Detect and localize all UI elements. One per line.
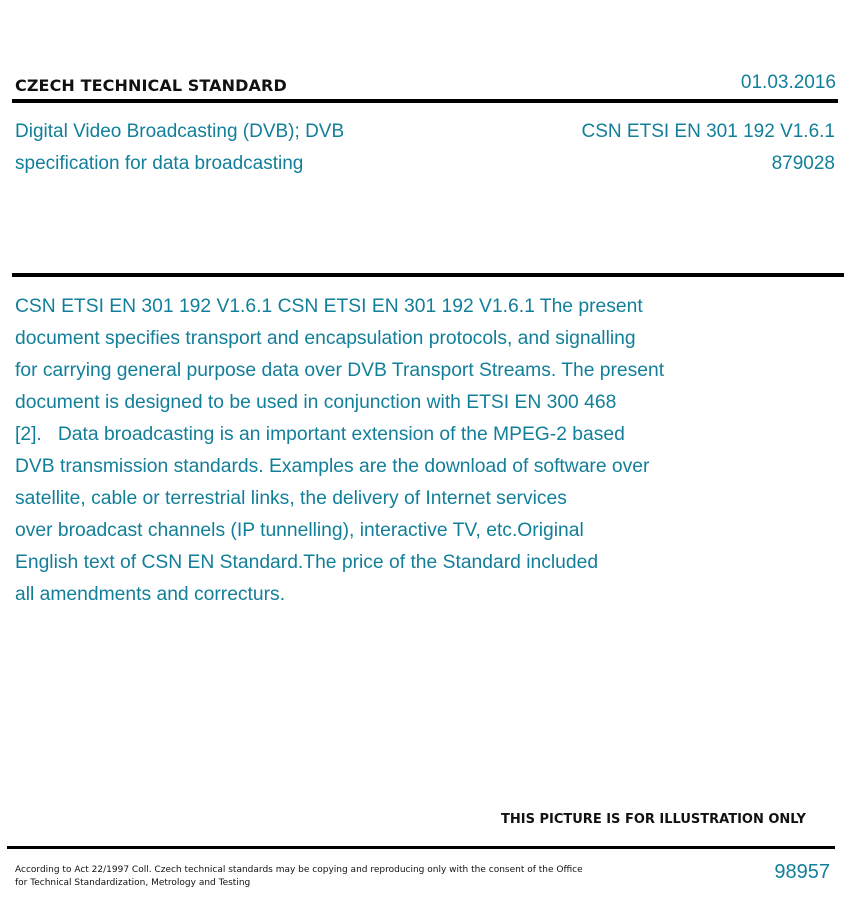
description-line: over broadcast channels (IP tunnelling), interactive TV, etc.Original [15, 520, 584, 541]
standard-code: CSN ETSI EN 301 192 V1.6.1 [581, 121, 835, 142]
description-line: English text of CSN EN Standard.The price of the Standard included [15, 552, 599, 573]
description-line: document specifies transport and encapsulation protocols, and signalling [15, 328, 636, 349]
top-divider [12, 99, 838, 103]
illustration-disclaimer: THIS PICTURE IS FOR ILLUSTRATION ONLY [501, 812, 806, 827]
legal-notice [15, 864, 595, 890]
document-title [15, 116, 455, 180]
publication-date: 01.03.2016 [740, 72, 836, 93]
description-line: all amendments and correcturs. [15, 584, 286, 605]
legal-line: for Technical Standardization, Metrology and Testing [15, 878, 251, 888]
title-line: specification for data broadcasting [15, 153, 304, 174]
description-line: satellite, cable or terrestrial links, the delivery of Internet services [15, 488, 567, 509]
class-number: 879028 [771, 153, 835, 174]
document-description [15, 291, 755, 611]
standard-type-label: CZECH TECHNICAL STANDARD [15, 76, 287, 95]
bottom-divider [7, 846, 835, 849]
document-number: 98957 [774, 861, 830, 883]
description-line: for carrying general purpose data over DVB Transport Streams. The present [15, 360, 665, 381]
description-line: document is designed to be used in conjunction with ETSI EN 300 468 [15, 392, 617, 413]
middle-divider [12, 273, 844, 277]
standard-identifier [582, 116, 835, 180]
description-line: CSN ETSI EN 301 192 V1.6.1 CSN ETSI EN 301 192 V1.6.1 The present [15, 296, 643, 317]
legal-line: According to Act 22/1997 Coll. Czech technical standards may be copying and reproducing only with the consent of the Office [15, 865, 583, 875]
description-line: [2]. Data broadcasting is an important extension of the MPEG-2 based [15, 424, 625, 445]
description-line: DVB transmission standards. Examples are the download of software over [15, 456, 650, 477]
title-line: Digital Video Broadcasting (DVB); DVB [15, 121, 345, 142]
